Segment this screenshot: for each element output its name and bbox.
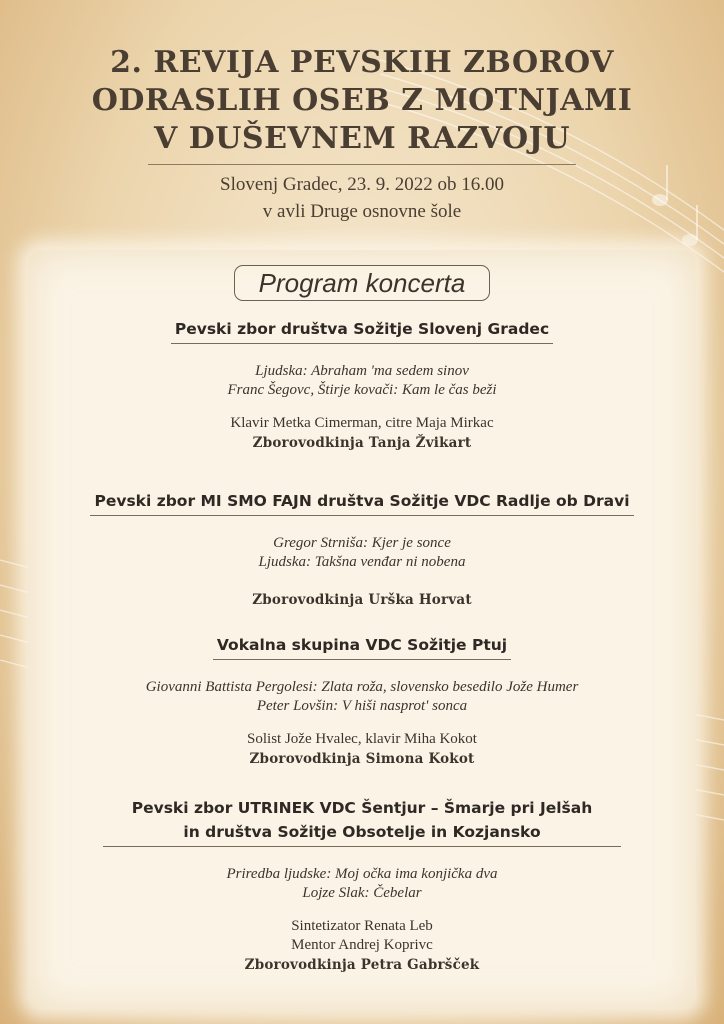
song-list: [0, 362, 724, 400]
credit-item: Solist Jože Hvalec, klavir Miha Kokot: [247, 731, 477, 747]
conductor: Zborovodkinja Tanja Žvikart: [252, 435, 472, 451]
credits: [0, 590, 724, 610]
credits: [0, 917, 724, 975]
song-item: Ljudska: Abraham 'ma sedem sinov: [255, 363, 469, 379]
event-title-line-1: 2. REVIJA PEVSKIH ZBOROV: [110, 45, 614, 80]
conductor: Zborovodkinja Simona Kokot: [249, 751, 475, 767]
choir-name: [103, 796, 621, 847]
event-title-line-3: V DUŠEVNEM RAZVOJU: [154, 121, 570, 156]
credits: [0, 730, 724, 769]
choir-name: Pevski zbor društva Sožitje Slovenj Gradec: [171, 318, 553, 344]
choir-name: Vokalna skupina VDC Sožitje Ptuj: [213, 634, 511, 660]
choir-section: [0, 796, 724, 975]
choir-section: [0, 634, 724, 769]
program-label: Program koncerta: [234, 265, 490, 301]
song-item: Franc Šegovc, Štirje kovači: Kam le čas beži: [227, 382, 497, 398]
credit-item: Sintetizator Renata Leb: [291, 918, 433, 934]
song-item: Giovanni Battistа Pergolesi: Zlata roža, slovensko besedilo Jože Humer: [145, 679, 579, 695]
event-place-date: Slovenj Gradec, 23. 9. 2022 ob 16.00: [220, 174, 504, 195]
conductor: Zborovodkinja Petra Gabršček: [244, 957, 480, 973]
event-venue: v avli Druge osnovne šole: [262, 201, 462, 222]
conductor: Zborovodkinja Urška Horvat: [252, 592, 472, 608]
song-item: Priredba ljudske: Moj očka ima konjička dva: [226, 866, 498, 882]
song-item: Lojze Slak: Čebelar: [302, 885, 422, 901]
credit-item: Mentor Andrej Koprivc: [291, 937, 433, 953]
choir-name-line: Pevski zbor UTRINEK VDC Šentjur – Šmarje pri Jelšah: [131, 799, 593, 817]
music-note-icon: [682, 234, 698, 246]
choir-section: [0, 318, 724, 453]
credit-item: Klavir Metka Cimerman, citre Maja Mirkac: [230, 415, 494, 431]
title-divider: [148, 164, 576, 165]
event-title-line-2: ODRASLIH OSEB Z MOTNJAMI: [91, 83, 633, 118]
song-item: Ljudska: Takšna venđar ni nobena: [258, 554, 466, 570]
song-item: Peter Lovšin: V hiši nasprot' sonca: [256, 698, 468, 714]
choir-name: Pevski zbor MI SMO FAJN društva Sožitje VDC Radlje ob Dravi: [90, 490, 633, 516]
song-list: [0, 865, 724, 903]
song-item: Gregor Strniša: Kjer je sonce: [273, 535, 451, 551]
song-list: [0, 534, 724, 572]
credits: [0, 414, 724, 453]
choir-name-line: in društva Sožitje Obsotelje in Kozjansko: [183, 823, 541, 841]
choir-section: [0, 490, 724, 610]
header: [0, 44, 724, 225]
song-list: [0, 678, 724, 716]
